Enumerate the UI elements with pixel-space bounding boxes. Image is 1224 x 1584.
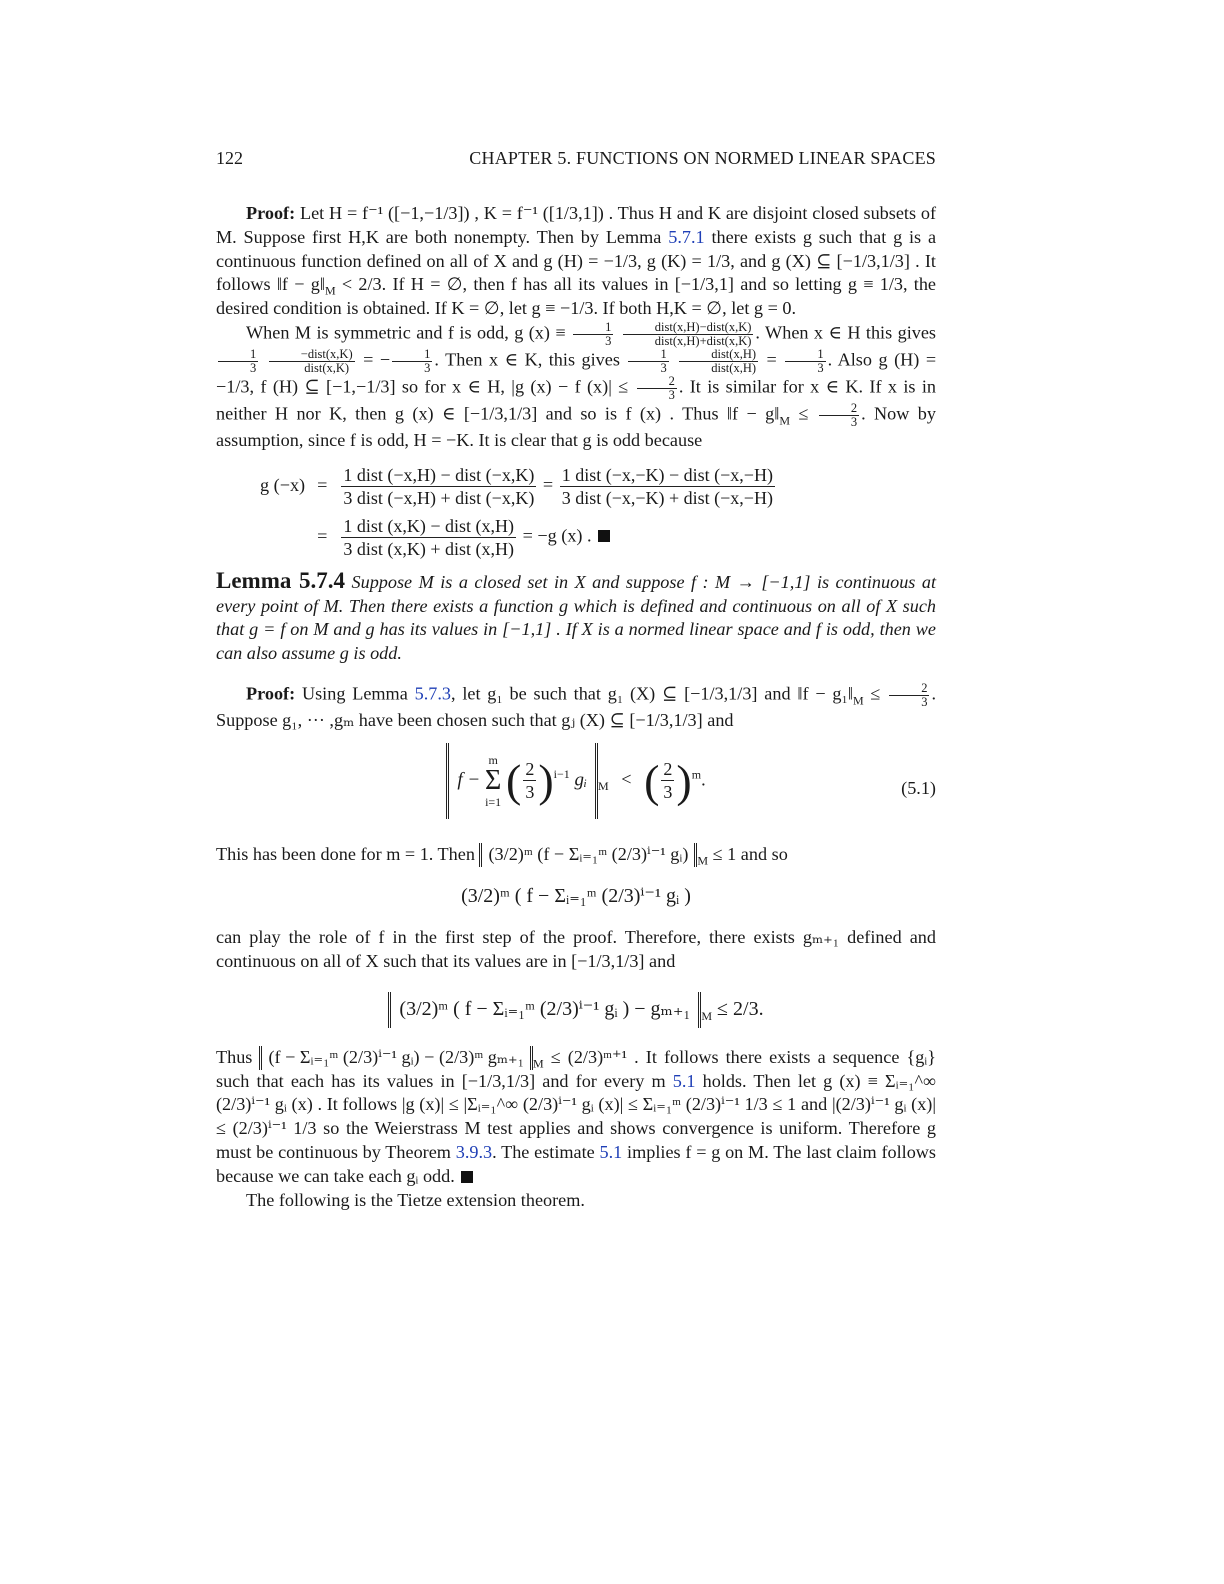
proof-paragraph-1 [216, 202, 936, 321]
qed-square-icon [461, 1171, 473, 1183]
fraction: $\frac{\text{1 dist (−x,H) − dist (−x,K)}}{\text{3 dist (−x,H) + dist (−x,K)}}$ [343, 464, 535, 508]
text: implies f = g on M. The last claim follows because we can take each gᵢ odd. [216, 1141, 937, 1186]
display-expression-2: (3/2)ᵐ ( f − Σᵢ₌₁ᵐ (2/3)ⁱ⁻¹ gᵢ ) [461, 884, 691, 907]
norm-expression: (3/2)ᵐ ( f − Σᵢ₌₁ᵐ (2/3)ⁱ⁻¹ gᵢ ) − gₘ₊₁ [388, 992, 701, 1028]
lemma-5-7-4 [216, 569, 936, 666]
fraction: $\frac{2}{3}$ [889, 682, 929, 709]
text: The following is the Tietze extension theorem. [246, 1189, 585, 1210]
text: holds. Then let g (x) ≡ Σᵢ₌₁^∞ (2/3)ⁱ⁻¹ gᵢ (x) . It follows |g (x)| ≤ |Σᵢ₌₁^∞ (2/3)ⁱ⁻¹ gᵢ (x)| ≤ Σᵢ₌₁ᵐ (2/3)ⁱ⁻¹ 1/3 ≤ 1 and |(2/3)ⁱ⁻¹ gᵢ (x)| ≤ (2/3)ⁱ⁻¹ 1/3 so the Weierstrass M test applies and shows convergence is uniform. Therefore g must be continuous by Theorem [216, 1070, 937, 1162]
text: ≤ 2/3. [717, 997, 764, 1020]
fraction: $\frac{\text{1 dist (x,K) − dist (x,H)}}{\text{3 dist (x,K) + dist (x,H)}}$ [343, 515, 515, 559]
norm-expression: (f − Σᵢ₌₁ᵐ (2/3)ⁱ⁻¹ gᵢ) − (2/3)ᵐ gₘ₊₁ [259, 1046, 532, 1070]
lemma-link-5-7-1[interactable]: 5.7.1 [668, 226, 705, 247]
subscript-m: M [598, 778, 609, 793]
text: . Suppose g₁, ··· ,gₘ have been chosen such that gⱼ (X) ⊆ [−1/3,1/3] and [216, 683, 937, 730]
subscript-m: M [779, 413, 791, 428]
text: there exists g such that g is a continuous function defined on all of X and g (H) = −1/3, g (K) = 1/3, and g (X) ⊆ [−1/3,1/3] . It follows ‖f − g‖ [216, 226, 937, 295]
text: , let g₁ be such that g₁ (X) ⊆ [−1/3,1/3] and ‖f − g₁‖ [450, 683, 853, 704]
equation-link-5-1[interactable]: 5.1 [672, 1070, 696, 1091]
fraction: $\frac{1}{3}$ [392, 348, 432, 375]
text: Let H = f⁻¹ ([−1,−1/3]) , K = f⁻¹ ([1/3,1]) . Thus H and K are disjoint closed subsets of M. Suppose first H,K are both nonempty. Then by Lemma [216, 203, 937, 247]
proof2-paragraph-4 [216, 1046, 936, 1189]
proof2-paragraph-3 [216, 926, 936, 974]
fraction: $\frac{1}{3}$ [628, 348, 668, 375]
subscript-m: M [852, 693, 864, 708]
text: ≤ [870, 683, 881, 704]
fraction: $\frac{1}{3}$ [573, 321, 613, 348]
equation-number: (5.1) [901, 777, 936, 798]
norm-expression: (3/2)ᵐ (f − Σᵢ₌₁ᵐ (2/3)ⁱ⁻¹ gᵢ) [479, 843, 697, 867]
text: . The estimate [492, 1141, 595, 1162]
equation-5-1: f − m Σ i=1 ( $\frac{2}{3}$ )$^{i-1}$ gᵢ $_M$ < ( $\frac{2}{3}$ )$^m$. (5.1) [216, 743, 936, 835]
text: ≤ [798, 403, 809, 424]
chapter-title: CHAPTER 5. FUNCTIONS ON NORMED LINEAR SPACES [469, 148, 936, 168]
text: Using Lemma [301, 683, 408, 704]
lemma-title: Lemma 5.7.4 [216, 567, 346, 593]
text: When M is symmetric and f is odd, g (x) ≡ [246, 322, 566, 343]
text: . It is similar for x ∈ K. If x is in neither H nor K, then g (x) ∈ [−1/3,1/3] and so is f (x) . Thus ‖f − g‖ [216, 376, 936, 424]
eq-end: = −g (x) . [522, 525, 592, 546]
text: can play the role of f in the first step of the proof. Therefore, there exists gₘ₊₁ defined and continuous on all of X such that its values are in [−1/3,1/3] and [216, 927, 936, 972]
fraction: $\frac{2}{3}$ [663, 759, 673, 803]
text: . Also g (H) = −1/3, f (H) ⊆ [−1,−1/3] so for x ∈ H, |g (x) − f (x)| ≤ [216, 349, 937, 397]
proof2-paragraph-1 [216, 682, 936, 733]
qed-square-icon [598, 530, 610, 542]
fraction: $\frac{2}{3}$ [525, 759, 535, 803]
closing-sentence [216, 1189, 936, 1213]
lemma-link-5-7-3[interactable]: 5.7.3 [414, 683, 451, 704]
fraction: $\frac{2}{3}$ [819, 402, 859, 429]
theorem-link-3-9-3[interactable]: 3.9.3 [455, 1141, 493, 1162]
fraction: $\frac{1}{3}$ [785, 348, 825, 375]
fraction: $\frac{\text{dist(x,H)−dist(x,K)}}{\text{dist(x,H)+dist(x,K)}}$ [623, 321, 754, 348]
subscript-m: M [324, 284, 336, 299]
odd-function-equation: g (−x) = $\frac{\text{1 dist (−x,H) − dist (−x,K)}}{\text{3 dist (−x,H) + dist (−x,K)}}$ = $\frac{\text{1 dist (−x,−K) − dist (−x,−H)}}{\text{3 dist (−x,−K) + dist (−x,−H)}}$ = $\frac{\text{1 dist (x,K) − dist (x,H)}}{\text{3 dist (x,K) + dist (x,H)}}$ = −g (x) . [254, 461, 783, 563]
text: This has been done for m = 1. Then [216, 843, 475, 864]
display-expression-3 [216, 992, 936, 1028]
proof2-paragraph-2 [216, 843, 936, 867]
eq-sign: = [317, 526, 328, 547]
sum-symbol: m Σ i=1 [484, 752, 502, 809]
subscript-m: M [697, 853, 709, 868]
fraction: $\frac{\text{1 dist (−x,−K) − dist (−x,−H)}}{\text{3 dist (−x,−K) + dist (−x,−H)}}$ [561, 464, 773, 508]
subscript-m: M [701, 1008, 713, 1023]
fraction: $\frac{\text{dist(x,H)}}{\text{dist(x,H)}}$ [679, 348, 758, 375]
fraction: $\frac{2}{3}$ [637, 375, 677, 402]
text: Thus [216, 1046, 253, 1067]
text: < 2/3. If H = ∅, then f has all its values in [−1/3,1] and so letting g ≡ 1/3, the desired condition is obtained. If K = ∅, let g ≡ −1/3. If both H,K = ∅, let g = 0. [216, 274, 937, 319]
subscript-m: M [532, 1056, 544, 1071]
fraction: $\frac{1}{3}$ [218, 348, 258, 375]
text: = [766, 349, 777, 370]
proof-label: Proof: [246, 683, 296, 704]
text: = − [363, 349, 391, 370]
page-number: 122 [216, 148, 243, 168]
norm-expression: f − m Σ i=1 ( $\frac{2}{3}$ )$^{i-1}$ gᵢ [446, 743, 598, 819]
text: . Now by assumption, since f is odd, H = −K. It is clear that g is odd because [216, 403, 936, 450]
eq-lhs: g (−x) [260, 475, 306, 496]
fraction: $\frac{\text{−dist(x,K)}}{\text{dist(x,K)}}$ [269, 348, 355, 375]
eq-sign: = [317, 475, 328, 496]
equation-link-5-1[interactable]: 5.1 [599, 1141, 623, 1162]
text: . Then x ∈ K, this gives [434, 349, 620, 370]
lemma-text: Suppose M is a closed set in X and suppose f : M → [−1,1] is continuous at every point of M. Then there exists a function g which is defined and continuous on all of X such that g = f on M and g has its values in [−1,1] . If X is a normed linear space and f is odd, then we can also assume g is odd. [216, 571, 936, 664]
proof-label: Proof: [246, 203, 296, 223]
proof-paragraph-2 [216, 321, 936, 453]
text: ≤ 1 and so [712, 843, 788, 864]
text: ≤ (2/3)ᵐ⁺¹ . It follows there exists a sequence {gᵢ} such that each has its values in [−1/3,1/3] and for every m [216, 1046, 937, 1091]
page-body [216, 202, 936, 1212]
text: . When x ∈ H this gives [755, 322, 936, 343]
